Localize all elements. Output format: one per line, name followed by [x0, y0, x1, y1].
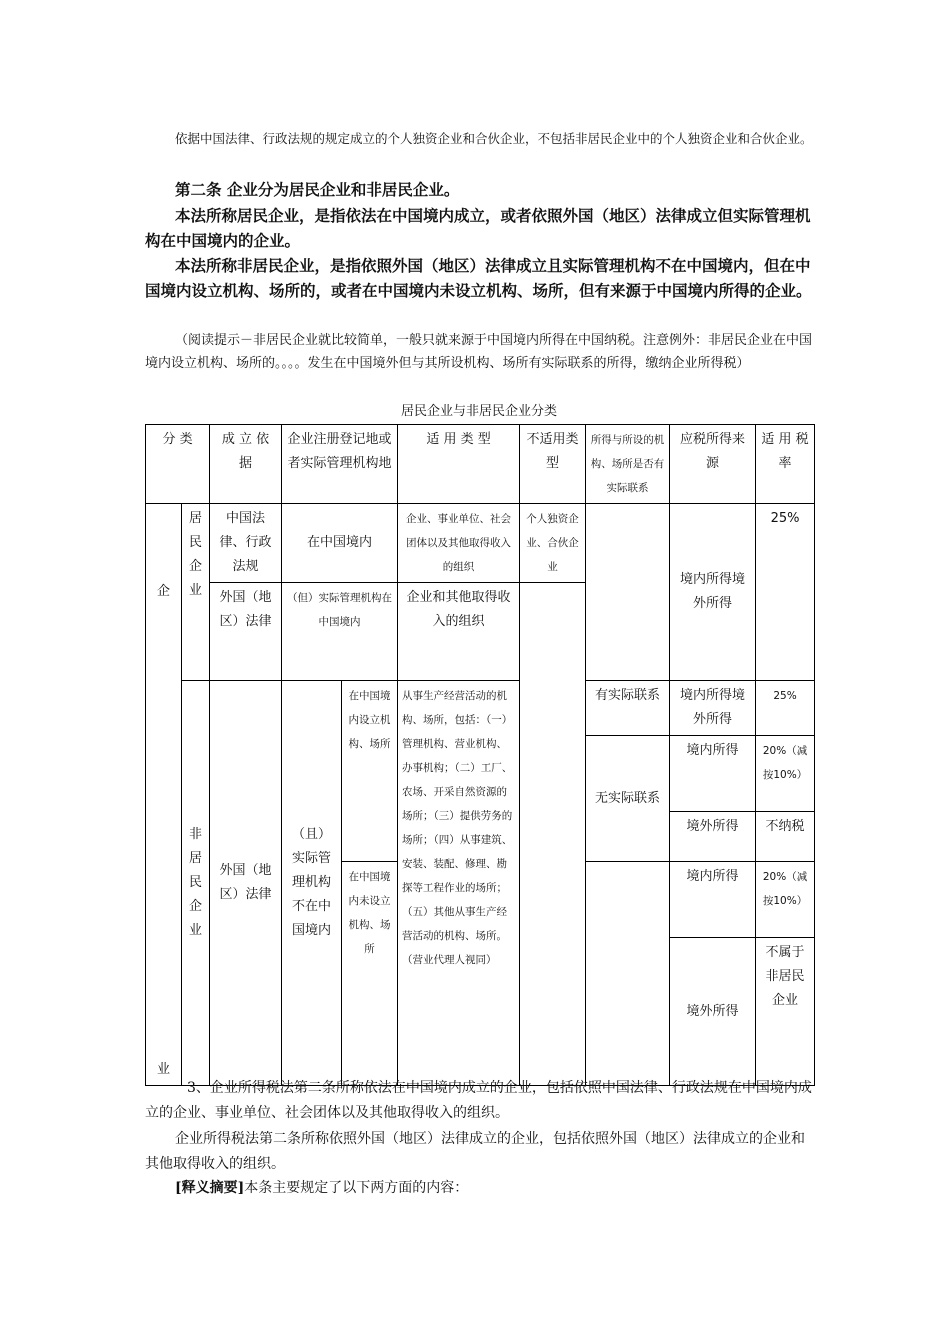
header-applicable-type: 适 用 类 型	[398, 425, 520, 504]
nonresident-definition: 本法所称非居民企业，是指依照外国（地区）法律成立且实际管理机构不在中国境内，但在中国境内设立机构、场所的，或者在中国境内未设立机构、场所，但有来源于中国境内所得的企业。	[145, 256, 812, 300]
paragraph-3: 3、企业所得税法第二条所称依法在中国境内成立的企业，包括依照中国法律、行政法规在中国境内成立的企业、事业单位、社会团体以及其他取得收入的组织。	[145, 1080, 812, 1121]
unconnected-domestic-rate: 20%（减按10%）	[756, 736, 815, 812]
resident-type-2: 企业和其他取得收入的组织	[398, 583, 520, 681]
reading-tip: （阅读提示－非居民企业就比较简单，一般只就来源于中国境内所得在中国纳税。注意例外：非居民企业在中国境内设立机构、场所的。。。。发生在中国境外但与其所设机构、场所有实际联系的所得，缴纳企业所得税）	[145, 333, 813, 371]
classification-table	[145, 424, 815, 1086]
resident-basis-foreign: 外国（地区）法律	[210, 583, 282, 681]
connected-rate: 25%	[756, 681, 815, 736]
noest-foreign-rate: 不属于非居民企业	[756, 938, 815, 1086]
article-2-heading: 第二条 企业分为居民企业和非居民企业。	[175, 180, 460, 199]
nonresident-label: 非居民企业	[182, 681, 210, 1086]
summary-line	[145, 1176, 813, 1201]
nonresident-type: 从事生产经营活动的机构、场所，包括：（一）管理机构、营业机构、办事机构；（二）工厂、农场、开采自然资源的场所；（三）提供劳务的场所；（四）从事建筑、安装、装配、修理、勘探等工程作业的场所；（五）其他从事生产经营活动的机构、场所。（营业代理人视同）	[398, 681, 520, 1086]
nonresident-basis: 外国（地区）法律	[210, 681, 282, 1086]
unconnected-foreign: 境外所得	[670, 812, 756, 862]
unconnected-label: 无实际联系	[586, 736, 670, 862]
enterprise-label-bottom: 业	[146, 681, 182, 1086]
noest-domestic: 境内所得	[670, 862, 756, 938]
not-applicable-empty	[520, 583, 586, 1086]
header-location: 企业注册登记地或者实际管理机构地	[282, 425, 398, 504]
header-classification: 分 类	[146, 425, 210, 504]
nonresident-not-established: 在中国境内未设立机构、场所	[342, 862, 398, 1086]
nonresident-mgmt-outside: （且）实际管理机构不在中国境内	[282, 681, 342, 1086]
paragraph-4: 企业所得税法第二条所称依照外国（地区）法律成立的企业，包括依照外国（地区）法律成立的企业和其他取得收入的组织。	[145, 1131, 805, 1172]
enterprise-label-top: 企	[146, 504, 182, 681]
header-rate: 适 用 税 率	[756, 425, 815, 504]
resident-location-china: 在中国境内	[282, 504, 398, 583]
header-not-applicable: 不适用类 型	[520, 425, 586, 504]
resident-label: 居民企业	[182, 504, 210, 681]
noest-domestic-rate: 20%（减按10%）	[756, 862, 815, 938]
unconnected-domestic: 境内所得	[670, 736, 756, 812]
summary-text: 本条主要规定了以下两方面的内容：	[244, 1180, 469, 1196]
resident-rate: 25%	[756, 504, 815, 681]
resident-income: 境内所得境外所得	[670, 504, 756, 681]
noest-connection-empty	[586, 862, 670, 1086]
resident-connection-empty	[586, 504, 670, 681]
header-connection: 所得与所设的机构、场所是否有实际联系	[586, 425, 670, 504]
table-caption: 居民企业与非居民企业分类	[400, 404, 557, 419]
resident-definition: 本法所称居民企业，是指依法在中国境内成立，或者依照外国（地区）法律成立但实际管理机构在中国境内的企业。	[145, 206, 811, 250]
connected-income: 境内所得境外所得	[670, 681, 756, 736]
nonresident-established: 在中国境内设立机构、场所	[342, 681, 398, 862]
resident-not-applicable: 个人独资企业、合伙企业	[520, 504, 586, 583]
unconnected-foreign-rate: 不纳税	[756, 812, 815, 862]
connected-label: 有实际联系	[586, 681, 670, 736]
summary-label: [释义摘要]	[175, 1180, 245, 1196]
header-income-source: 应税所得来源	[670, 425, 756, 504]
resident-type-1: 企业、事业单位、社会团体以及其他取得收入的组织	[398, 504, 520, 583]
paragraph-1: 依据中国法律、行政法规的规定成立的个人独资企业和合伙企业，不包括非居民企业中的个人独资企业和合伙企业。	[175, 131, 813, 146]
header-basis: 成 立 依 据	[210, 425, 282, 504]
noest-foreign: 境外所得	[670, 938, 756, 1086]
resident-location-mgmt: （但）实际管理机构在中国境内	[282, 583, 398, 681]
resident-basis-china: 中国法律、行政法规	[210, 504, 282, 583]
